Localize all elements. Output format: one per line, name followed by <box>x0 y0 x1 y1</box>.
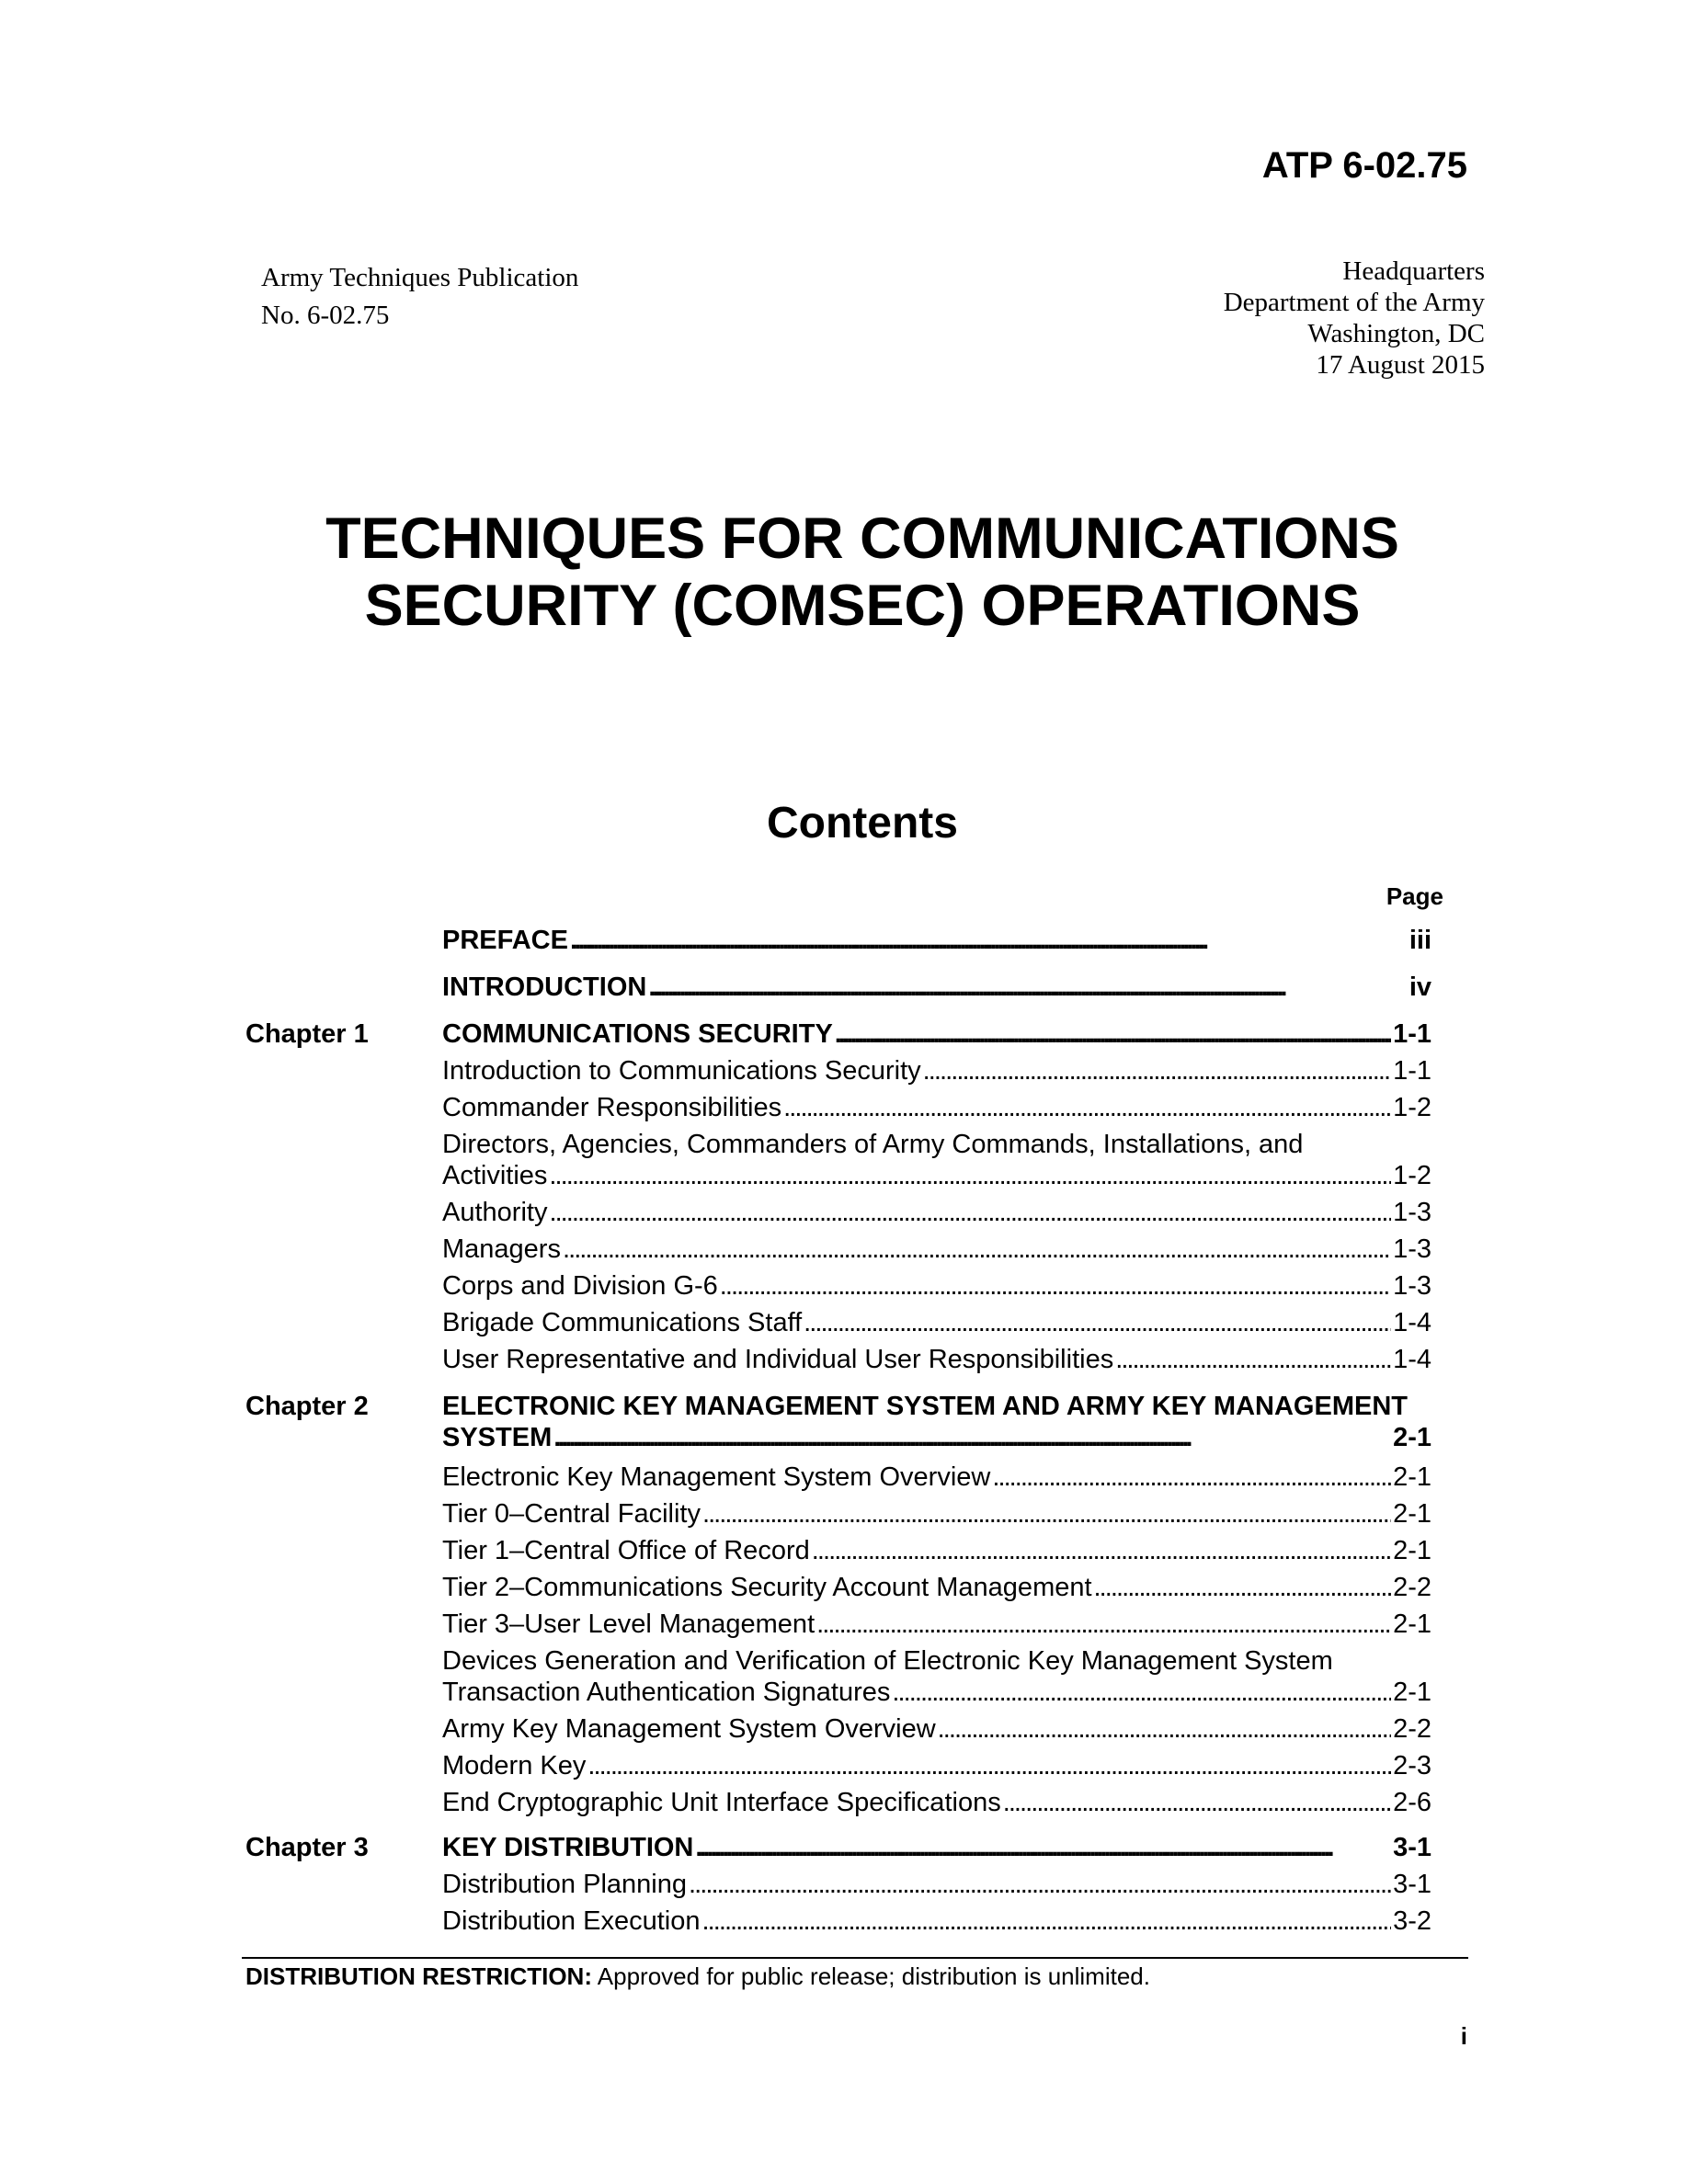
toc-page-number: 2-6 <box>1393 1788 1431 1817</box>
toc-page-number: 1-1 <box>1393 1019 1431 1049</box>
dot-leader <box>923 1055 1391 1086</box>
dot-leader <box>720 1270 1391 1302</box>
footer-divider <box>242 1957 1468 1959</box>
dot-leader <box>553 1422 1391 1453</box>
toc-entry-text: Modern Key <box>442 1751 587 1780</box>
dot-leader <box>812 1535 1391 1566</box>
toc-page-number: 2-1 <box>1393 1678 1431 1707</box>
contents-heading: Contents <box>767 799 958 847</box>
distribution-restriction <box>245 1962 1150 1991</box>
toc-entry[interactable] <box>442 1750 1431 1781</box>
toc-entry[interactable] <box>442 1498 1431 1530</box>
publication-date: 17 August 2015 <box>1316 350 1485 380</box>
toc-entry-text: Tier 2–Communications Security Account Management <box>442 1573 1092 1602</box>
dot-leader <box>783 1092 1391 1123</box>
toc-entry-text: End Cryptographic Unit Interface Specifications <box>442 1788 1001 1817</box>
toc-entry-text: Managers <box>442 1234 561 1264</box>
toc-entry-text: Electronic Key Management System Overview <box>442 1462 991 1492</box>
toc-entry[interactable] <box>442 1234 1431 1265</box>
toc-entry-text: Tier 0–Central Facility <box>442 1499 701 1529</box>
toc-page-number: 2-1 <box>1393 1536 1431 1565</box>
toc-entry[interactable] <box>442 1787 1431 1818</box>
toc-entry-text: Commander Responsibilities <box>442 1093 782 1122</box>
toc-entry-text: Devices Generation and Verification of Electronic Key Management System <box>442 1646 1333 1676</box>
toc-page-number: 2-1 <box>1393 1423 1431 1452</box>
toc-entry-text-continued: Activities <box>442 1161 548 1190</box>
toc-entry-text: INTRODUCTION <box>442 973 647 1002</box>
publication-number: No. 6-02.75 <box>261 301 390 330</box>
chapter-label: Chapter 3 <box>245 1833 369 1862</box>
toc-entry-text: Distribution Planning <box>442 1870 687 1899</box>
toc-entry[interactable] <box>442 1713 1431 1745</box>
toc-entry-text: KEY DISTRIBUTION <box>442 1833 694 1862</box>
toc-entry-text: Corps and Division G-6 <box>442 1271 718 1301</box>
dot-leader <box>701 1905 1391 1937</box>
dot-leader <box>992 1462 1391 1493</box>
toc-entry-text: Brigade Communications Staff <box>442 1308 803 1337</box>
toc-entry-chapter-3[interactable] <box>442 1832 1431 1863</box>
dot-leader <box>892 1677 1391 1708</box>
toc-entry[interactable] <box>442 1129 1431 1191</box>
org-line: Washington, DC <box>1307 319 1485 348</box>
toc-entry-text: Distribution Execution <box>442 1906 701 1936</box>
toc-page-number: iv <box>1409 973 1431 1002</box>
distribution-label: DISTRIBUTION RESTRICTION: <box>245 1962 592 1990</box>
toc-page-number: 1-4 <box>1393 1345 1431 1374</box>
toc-entry-chapter-2[interactable] <box>442 1391 1431 1453</box>
toc-entry-preface[interactable] <box>442 925 1431 956</box>
distribution-text: Approved for public release; distribution is unlimited. <box>592 1962 1150 1990</box>
title-line: SECURITY (COMSEC) OPERATIONS <box>364 574 1361 638</box>
dot-leader <box>563 1234 1391 1265</box>
dot-leader <box>549 1197 1391 1228</box>
toc-entry[interactable] <box>442 1645 1431 1708</box>
toc-entry-text: Authority <box>442 1198 548 1227</box>
toc-entry[interactable] <box>442 1197 1431 1228</box>
toc-page-number: 2-2 <box>1393 1573 1431 1602</box>
toc-entry-chapter-1[interactable] <box>442 1018 1431 1050</box>
toc-entry[interactable] <box>442 1572 1431 1603</box>
toc-entry[interactable] <box>442 1535 1431 1566</box>
dot-leader <box>1115 1344 1391 1375</box>
toc-entry-text: COMMUNICATIONS SECURITY <box>442 1019 833 1049</box>
dot-leader <box>1094 1572 1392 1603</box>
toc-entry-text: ELECTRONIC KEY MANAGEMENT SYSTEM AND ARMY KEY MANAGEMENT <box>442 1392 1408 1421</box>
dot-leader <box>816 1609 1391 1640</box>
dot-leader <box>695 1832 1391 1863</box>
toc-entry[interactable] <box>442 1905 1431 1937</box>
toc-page-number: 1-3 <box>1393 1198 1431 1227</box>
page-number: i <box>1460 2022 1467 2050</box>
toc-page-number: 2-1 <box>1393 1499 1431 1529</box>
toc-page-number: 1-2 <box>1393 1161 1431 1190</box>
toc-entry[interactable] <box>442 1609 1431 1640</box>
toc-page-number: 3-1 <box>1393 1833 1431 1862</box>
dot-leader <box>702 1498 1391 1530</box>
toc-page-number: 1-4 <box>1393 1308 1431 1337</box>
dot-leader <box>804 1307 1391 1338</box>
publication-type: Army Techniques Publication <box>261 263 579 292</box>
dot-leader <box>570 925 1408 956</box>
dot-leader <box>1003 1787 1391 1818</box>
toc-page-number: iii <box>1409 926 1431 955</box>
toc-entry-text: Tier 1–Central Office of Record <box>442 1536 810 1565</box>
dot-leader <box>648 972 1407 1003</box>
toc-entry-text: Introduction to Communications Security <box>442 1056 921 1086</box>
title-line: TECHNIQUES FOR COMMUNICATIONS <box>325 506 1399 571</box>
dot-leader <box>835 1018 1391 1050</box>
toc-entry[interactable] <box>442 1055 1431 1086</box>
toc-entry-text-continued: Transaction Authentication Signatures <box>442 1678 891 1707</box>
toc-page-number: 2-1 <box>1393 1462 1431 1492</box>
chapter-label: Chapter 1 <box>245 1019 369 1049</box>
toc-entry-text: Tier 3–User Level Management <box>442 1610 815 1639</box>
org-line: Headquarters <box>1342 256 1485 286</box>
toc-entry[interactable] <box>442 1869 1431 1900</box>
org-line: Department of the Army <box>1223 288 1485 317</box>
toc-entry-text-continued: SYSTEM <box>442 1423 553 1452</box>
document-number: ATP 6-02.75 <box>1261 145 1467 186</box>
dot-leader <box>549 1160 1391 1191</box>
toc-page-number: 2-3 <box>1393 1751 1431 1780</box>
toc-page-number: 3-1 <box>1393 1870 1431 1899</box>
toc-page-number: 1-3 <box>1393 1271 1431 1301</box>
toc-entry-text: Army Key Management System Overview <box>442 1714 936 1744</box>
toc-page-number: 2-2 <box>1393 1714 1431 1744</box>
toc-entry[interactable] <box>442 1344 1431 1375</box>
toc-page-number: 2-1 <box>1393 1610 1431 1639</box>
page-column-label: Page <box>1386 882 1443 910</box>
toc-entry[interactable] <box>442 1307 1431 1338</box>
dot-leader <box>938 1713 1391 1745</box>
toc-entry-introduction[interactable] <box>442 972 1431 1003</box>
toc-entry-text: Directors, Agencies, Commanders of Army Commands, Installations, and <box>442 1130 1304 1159</box>
toc-entry-text: User Representative and Individual User Responsibilities <box>442 1345 1114 1374</box>
toc-entry-text: PREFACE <box>442 926 568 955</box>
toc-entry[interactable] <box>442 1092 1431 1123</box>
dot-leader <box>689 1869 1391 1900</box>
dot-leader <box>587 1750 1391 1781</box>
toc-page-number: 1-2 <box>1393 1093 1431 1122</box>
toc-page-number: 1-3 <box>1393 1234 1431 1264</box>
toc-page-number: 1-1 <box>1393 1056 1431 1086</box>
chapter-label: Chapter 2 <box>245 1392 369 1421</box>
toc-entry[interactable] <box>442 1270 1431 1302</box>
toc-page-number: 3-2 <box>1393 1906 1431 1936</box>
toc-entry[interactable] <box>442 1462 1431 1493</box>
